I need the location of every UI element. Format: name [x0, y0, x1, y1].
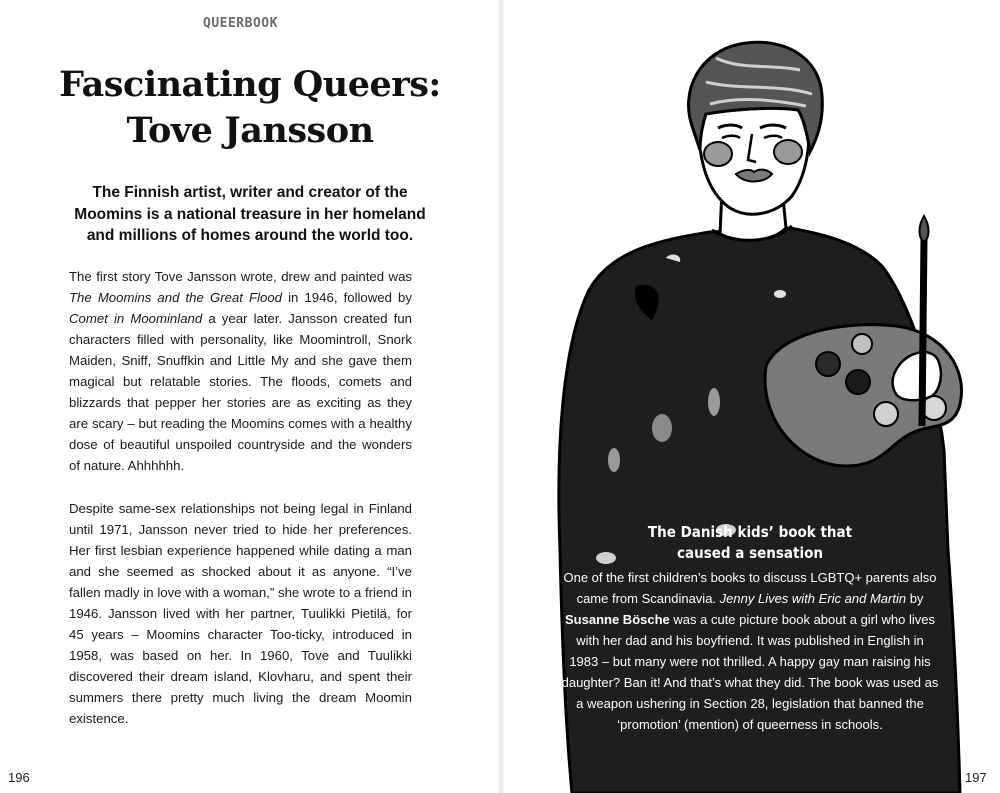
sidebar-body	[560, 567, 940, 735]
sidebar-text-3: was a cute picture book about a girl who lives with her dad and his boyfriend. It was published in English in 1983 – but many were not thrilled. A happy gay man raising his daughter? Ban it! And that’s what they did. The book was used as a weapon ushering in Section 28, legislation that banned the ‘promotion’ (mention) of queerness in schools.	[561, 612, 939, 732]
running-head: QUEERBOOK	[203, 16, 278, 31]
book-title-comet: Comet in Moominland	[69, 311, 203, 326]
author-name: Susanne Bösche	[565, 612, 670, 627]
sidebar-box	[560, 522, 940, 735]
mouth	[736, 170, 772, 182]
para1-text-1: The first story Tove Jansson wrote, drew and painted was	[69, 269, 412, 284]
sidebar-heading-line-1: The Danish kids’ book that	[647, 523, 853, 541]
page-number-right: 197	[965, 770, 987, 785]
para1-text-2: in 1946, followed by	[282, 290, 412, 305]
paintbrush	[922, 238, 924, 426]
book-gutter	[498, 0, 504, 793]
right-cheek	[774, 140, 802, 164]
para1-text-3: a year later. Jansson created fun characters filled with personality, like Moomintroll, Snork Maiden, Sniff, Snuffkin and Little My and she gave them magical but relatable stories. The floods, comets and blizzards that pepper her stories are as exciting as they are scary – but reading the Moomins comes with a healthy dose of beautiful unspoiled countryside and the wonders of nature. Ahhhhhh.	[69, 311, 412, 473]
title-line-2: Tove Jansson	[126, 110, 374, 151]
body-paragraph-2: Despite same-sex relationships not being legal in Finland until 1971, Jansson never tried to hide her preferences. Her first lesbian experience happened while dating a man and she seemed as shocked about it as anyone. “I’ve fallen madly in love with a woman,” she wrote to a friend in 1946. Jansson lived with her partner, Tuulikki Pietilä, for 45 years – Moomins character Too-ticky, introduced in 1958, was based on her. In 1960, Tove and Tuulikki discovered their dream island, Klovharu, and spent their summers there pretty much living the dream Moomin existence.	[69, 501, 412, 726]
sidebar-text-1: One of the first children’s books to discuss LGBTQ+ parents also came from Scandinavia.	[563, 570, 937, 606]
page-title	[40, 62, 460, 154]
lead-paragraph: The Finnish artist, writer and creator of the Moomins is a national treasure in her homeland and millions of homes around the world too.	[74, 184, 426, 244]
sidebar-heading	[560, 522, 940, 564]
book-title-jenny: Jenny Lives with Eric and Martin	[719, 591, 907, 606]
title-line-1: Fascinating Queers:	[59, 64, 441, 105]
left-cheek	[704, 142, 732, 166]
body-paragraph-1	[69, 266, 412, 476]
book-title-great-flood: The Moomins and the Great Flood	[69, 290, 283, 305]
sidebar-text-2: by	[906, 591, 924, 606]
sidebar-heading-line-2: caused a sensation	[677, 544, 823, 562]
page-number-left: 196	[8, 770, 30, 785]
